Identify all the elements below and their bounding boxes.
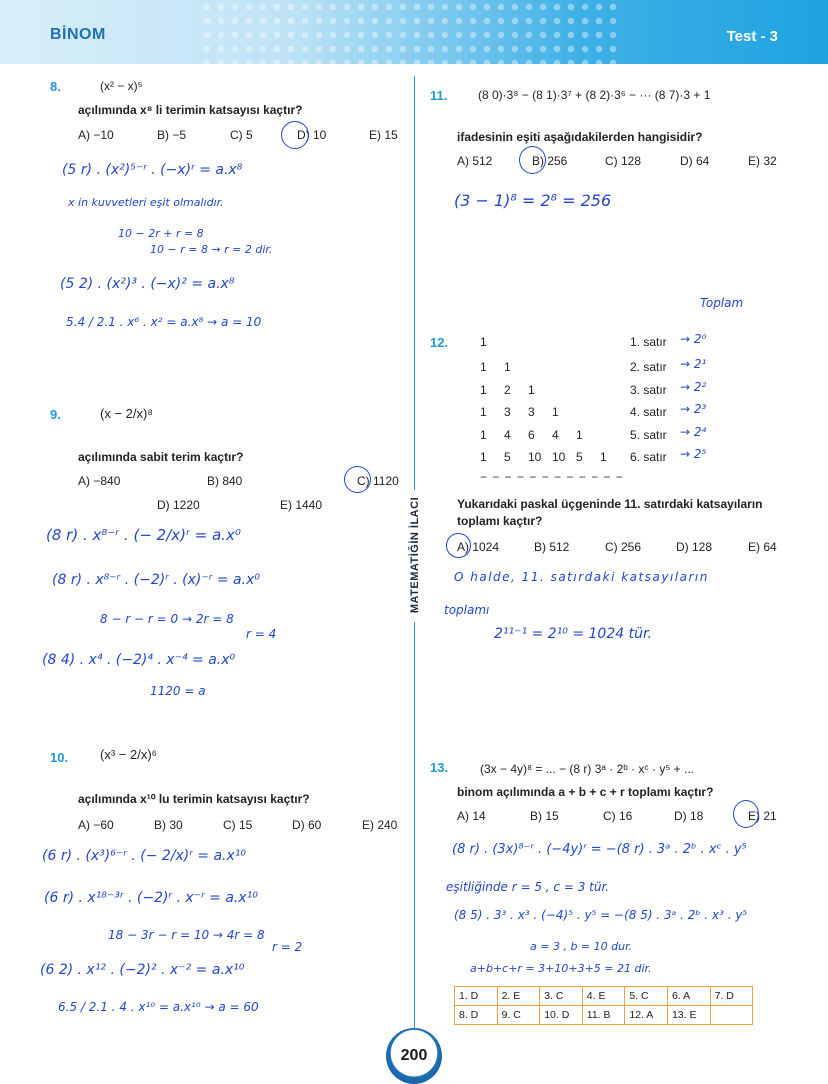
pascal-cell: 1 bbox=[480, 360, 487, 374]
question-11-expression: (8 0)·3⁸ − (8 1)·3⁷ + (8 2)·3⁶ − ··· (8 7)·3 + 1 bbox=[478, 88, 711, 102]
pascal-row bbox=[480, 335, 504, 349]
answer-key-cell: 6. A bbox=[667, 987, 710, 1006]
pascal-cell: 10 bbox=[528, 450, 542, 464]
pascal-cell: 1 bbox=[480, 335, 487, 349]
answer-key-cell: 11. B bbox=[582, 1006, 625, 1025]
pascal-cell: 1 bbox=[480, 383, 487, 397]
question-13-option-c[interactable]: C) 16 bbox=[603, 809, 633, 823]
row-sum-note: → 2⁴ bbox=[680, 425, 707, 439]
pascal-cell: 1 bbox=[480, 450, 487, 464]
pascal-cell: 1 bbox=[576, 428, 583, 442]
question-10-option-c[interactable]: C) 15 bbox=[223, 818, 253, 832]
pascal-row bbox=[480, 405, 576, 419]
question-13-option-e[interactable]: E) 21 bbox=[748, 809, 777, 823]
question-10-work-line: (6 r) . x¹⁸⁻³ʳ . (−2)ʳ . x⁻ʳ = a.x¹⁰ bbox=[44, 890, 258, 906]
pascal-row bbox=[480, 450, 624, 464]
answer-key-cell: 1. D bbox=[455, 987, 498, 1006]
question-8-option-e[interactable]: E) 15 bbox=[369, 128, 398, 142]
question-8-option-c[interactable]: C) 5 bbox=[230, 128, 253, 142]
header-dot-pattern bbox=[200, 0, 620, 64]
row-label: 5. satır bbox=[630, 428, 667, 442]
question-11-number: 11. bbox=[430, 88, 448, 103]
question-12-option-e[interactable]: E) 64 bbox=[748, 540, 777, 554]
question-12-work-line: toplamı bbox=[444, 603, 490, 617]
question-12-text-line-2: toplamı kaçtır? bbox=[457, 514, 543, 528]
pascal-cell: 5 bbox=[504, 450, 511, 464]
question-9-text: açılımında sabit terim kaçtır? bbox=[78, 450, 244, 464]
answer-key-cell: 8. D bbox=[455, 1006, 498, 1025]
question-8-number: 8. bbox=[50, 79, 61, 94]
answer-key-cell bbox=[710, 1006, 753, 1025]
question-13-work-line: a+b+c+r = 3+10+3+5 = 21 dir. bbox=[470, 962, 652, 975]
row-sum-note: → 2² bbox=[680, 380, 707, 394]
question-11-option-e[interactable]: E) 32 bbox=[748, 154, 777, 168]
question-13-option-b[interactable]: B) 15 bbox=[530, 809, 559, 823]
question-9-option-d[interactable]: D) 1220 bbox=[157, 498, 200, 512]
pascal-cell: 1 bbox=[504, 360, 511, 374]
question-12-option-b[interactable]: B) 512 bbox=[534, 540, 570, 554]
question-8-answer-circle bbox=[281, 121, 309, 149]
answer-key-cell: 5. C bbox=[625, 987, 668, 1006]
question-8-work-line: 5.4 / 2.1 . x⁶ . x² = a.x⁸ → a = 10 bbox=[66, 315, 262, 329]
question-8-expression: (x² − x)⁵ bbox=[100, 79, 143, 93]
question-13-work-line: (8 r) . (3x)⁸⁻ʳ . (−4y)ʳ = −(8 r) . 3ᵃ . 2ᵇ . xᶜ . y⁵ bbox=[452, 842, 747, 857]
pascal-cell: 1 bbox=[552, 405, 559, 419]
row-label: 6. satır bbox=[630, 450, 667, 464]
question-10-number: 10. bbox=[50, 750, 69, 765]
answer-key-cell: 3. C bbox=[540, 987, 583, 1006]
row-label: 4. satır bbox=[630, 405, 667, 419]
question-13-option-a[interactable]: A) 14 bbox=[457, 809, 486, 823]
pascal-cell: 6 bbox=[528, 428, 535, 442]
question-10-work-line: 6.5 / 2.1 . 4 . x¹⁰ = a.x¹⁰ → a = 60 bbox=[58, 1000, 259, 1014]
pascal-cell: 1 bbox=[480, 405, 487, 419]
row-sum-note: → 2⁰ bbox=[680, 332, 707, 346]
question-10-work-line: r = 2 bbox=[272, 940, 303, 954]
question-10-work-line: 18 − 3r − r = 10 → 4r = 8 bbox=[108, 928, 265, 942]
question-9-work-line: r = 4 bbox=[246, 627, 277, 641]
question-11-option-b[interactable]: B) 256 bbox=[532, 154, 568, 168]
question-9-option-c[interactable]: C) 1120 bbox=[357, 474, 399, 488]
page-number-badge bbox=[386, 1028, 442, 1084]
pascal-cell: 3 bbox=[528, 405, 535, 419]
answer-key-cell: 4. E bbox=[582, 987, 625, 1006]
question-9-work-line: 1120 = a bbox=[150, 684, 206, 698]
question-8-work-line: 10 − r = 8 → r = 2 dir. bbox=[150, 243, 273, 256]
answer-key-cell: 13. E bbox=[667, 1006, 710, 1025]
answer-key-cell: 12. A bbox=[625, 1006, 668, 1025]
question-8-work-line: (5 2) . (x²)³ . (−x)² = a.x⁸ bbox=[60, 276, 235, 292]
question-13-work-line: eşitliğinde r = 5 , c = 3 tür. bbox=[446, 880, 610, 894]
question-11-text: ifadesinin eşiti aşağıdakilerden hangisidir? bbox=[457, 130, 703, 144]
question-9-answer-circle bbox=[344, 466, 371, 493]
question-10-work-line: (6 2) . x¹² . (−2)² . x⁻² = a.x¹⁰ bbox=[40, 962, 245, 978]
page-header bbox=[0, 0, 828, 64]
answer-key-row bbox=[455, 1006, 753, 1025]
question-9-work-line: (8 r) . x⁸⁻ʳ . (−2)ʳ . (x)⁻ʳ = a.x⁰ bbox=[52, 572, 260, 588]
question-9-option-a[interactable]: A) −840 bbox=[78, 474, 121, 488]
question-9-number: 9. bbox=[50, 407, 61, 422]
pascal-cell: 1 bbox=[528, 383, 535, 397]
row-sum-note: → 2¹ bbox=[680, 357, 707, 371]
column-divider-bottom bbox=[414, 622, 415, 1016]
pascal-continuation-dashes: − − − − − − − − − − − − bbox=[480, 470, 624, 484]
answer-key-cell: 2. E bbox=[497, 987, 540, 1006]
question-12-work-line: O halde, 11. satırdaki katsayıların bbox=[454, 570, 709, 584]
question-11-option-a[interactable]: A) 512 bbox=[457, 154, 493, 168]
question-10-expression: (x³ − 2/x)⁶ bbox=[100, 747, 157, 762]
question-9-work-line: (8 4) . x⁴ . (−2)⁴ . x⁻⁴ = a.x⁰ bbox=[42, 652, 236, 668]
question-8-option-d[interactable]: D) 10 bbox=[297, 128, 327, 142]
question-13-work-line: (8 5) . 3³ . x³ . (−4)⁵ . y⁵ = −(8 5) . 3ᵃ . 2ᵇ . x³ . y⁵ bbox=[454, 908, 748, 922]
brand-side-label: MATEMATİĞİN İLACI bbox=[409, 496, 421, 614]
question-8-work-line: 10 − 2r + r = 8 bbox=[118, 227, 204, 240]
question-13-answer-circle bbox=[733, 800, 759, 828]
row-sum-note: → 2⁵ bbox=[680, 447, 707, 461]
question-8-option-b[interactable]: B) −5 bbox=[157, 128, 187, 142]
answer-key-cell: 7. D bbox=[710, 987, 753, 1006]
question-13-number: 13. bbox=[430, 760, 449, 775]
question-13-work-line: a = 3 , b = 10 dur. bbox=[530, 940, 633, 953]
row-label: 1. satır bbox=[630, 335, 667, 349]
answer-key-row bbox=[455, 987, 753, 1006]
question-8-work-line: x in kuvvetleri eşit olmalıdır. bbox=[68, 196, 224, 209]
question-11-work-line: (3 − 1)⁸ = 2⁸ = 256 bbox=[454, 191, 612, 210]
question-12-answer-circle bbox=[446, 533, 471, 558]
question-9-expression: (x − 2/x)⁸ bbox=[100, 406, 153, 421]
row-label: 2. satır bbox=[630, 360, 667, 374]
question-13-text: binom açılımında a + b + c + r toplamı kaçtır? bbox=[457, 785, 714, 799]
question-9-option-e[interactable]: E) 1440 bbox=[280, 498, 323, 512]
answer-key-cell: 10. D bbox=[540, 1006, 583, 1025]
question-10-option-e[interactable]: E) 240 bbox=[362, 818, 398, 832]
pascal-cell: 4 bbox=[504, 428, 511, 442]
question-13-expression: (3x − 4y)⁸ = ... − (8 r) 3ᵃ · 2ᵇ · xᶜ · y⁵ + ... bbox=[480, 762, 694, 776]
pascal-cell: 4 bbox=[552, 428, 559, 442]
pascal-row bbox=[480, 383, 552, 397]
question-8-work-line: (5 r) . (x²)⁵⁻ʳ . (−x)ʳ = a.x⁸ bbox=[62, 162, 243, 178]
question-10-option-b[interactable]: B) 30 bbox=[154, 818, 183, 832]
answer-key-table bbox=[454, 986, 753, 1025]
question-12-option-a[interactable]: A) 1024 bbox=[457, 540, 500, 554]
question-9-option-b[interactable]: B) 840 bbox=[207, 474, 243, 488]
question-11-option-c[interactable]: C) 128 bbox=[605, 154, 642, 168]
question-13-option-d[interactable]: D) 18 bbox=[674, 809, 704, 823]
question-9-work-line: 8 − r − r = 0 → 2r = 8 bbox=[100, 612, 234, 626]
question-12-work-line: 2¹¹⁻¹ = 2¹⁰ = 1024 tür. bbox=[494, 626, 652, 642]
question-10-text: açılımında x¹⁰ lu terimin katsayısı kaçtır? bbox=[78, 792, 310, 806]
answer-key-cell: 9. C bbox=[497, 1006, 540, 1025]
pascal-cell: 1 bbox=[600, 450, 607, 464]
pascal-cell: 2 bbox=[504, 383, 511, 397]
question-8-option-a[interactable]: A) −10 bbox=[78, 128, 114, 142]
row-label: 3. satır bbox=[630, 383, 667, 397]
pascal-row bbox=[480, 360, 528, 374]
question-9-work-line: (8 r) . x⁸⁻ʳ . (− 2/x)ʳ = a.x⁰ bbox=[46, 526, 241, 544]
chapter-title: BİNOM bbox=[50, 26, 106, 43]
question-12-option-c[interactable]: C) 256 bbox=[605, 540, 642, 554]
test-label: Test - 3 bbox=[726, 28, 778, 45]
pascal-cell: 5 bbox=[576, 450, 583, 464]
question-8-text: açılımında x⁸ li terimin katsayısı kaçtır? bbox=[78, 103, 303, 117]
question-10-option-d[interactable]: D) 60 bbox=[292, 818, 322, 832]
row-sum-note: → 2³ bbox=[680, 402, 707, 416]
page-number: 200 bbox=[400, 1047, 428, 1064]
question-11-answer-circle bbox=[519, 146, 546, 174]
pascal-cell: 1 bbox=[480, 428, 487, 442]
question-10-option-a[interactable]: A) −60 bbox=[78, 818, 114, 832]
pascal-cell: 3 bbox=[504, 405, 511, 419]
column-divider-top bbox=[414, 76, 415, 490]
question-10-work-line: (6 r) . (x³)⁶⁻ʳ . (− 2/x)ʳ = a.x¹⁰ bbox=[42, 848, 246, 864]
pascal-cell: 10 bbox=[552, 450, 566, 464]
question-11-option-d[interactable]: D) 64 bbox=[680, 154, 710, 168]
question-12-text-line-1: Yukarıdaki paskal üçgeninde 11. satırdaki katsayıların bbox=[457, 497, 763, 511]
question-12-toplam-label: Toplam bbox=[700, 296, 744, 310]
question-12-number: 12. bbox=[430, 335, 449, 350]
pascal-row bbox=[480, 428, 600, 442]
question-12-option-d[interactable]: D) 128 bbox=[676, 540, 713, 554]
